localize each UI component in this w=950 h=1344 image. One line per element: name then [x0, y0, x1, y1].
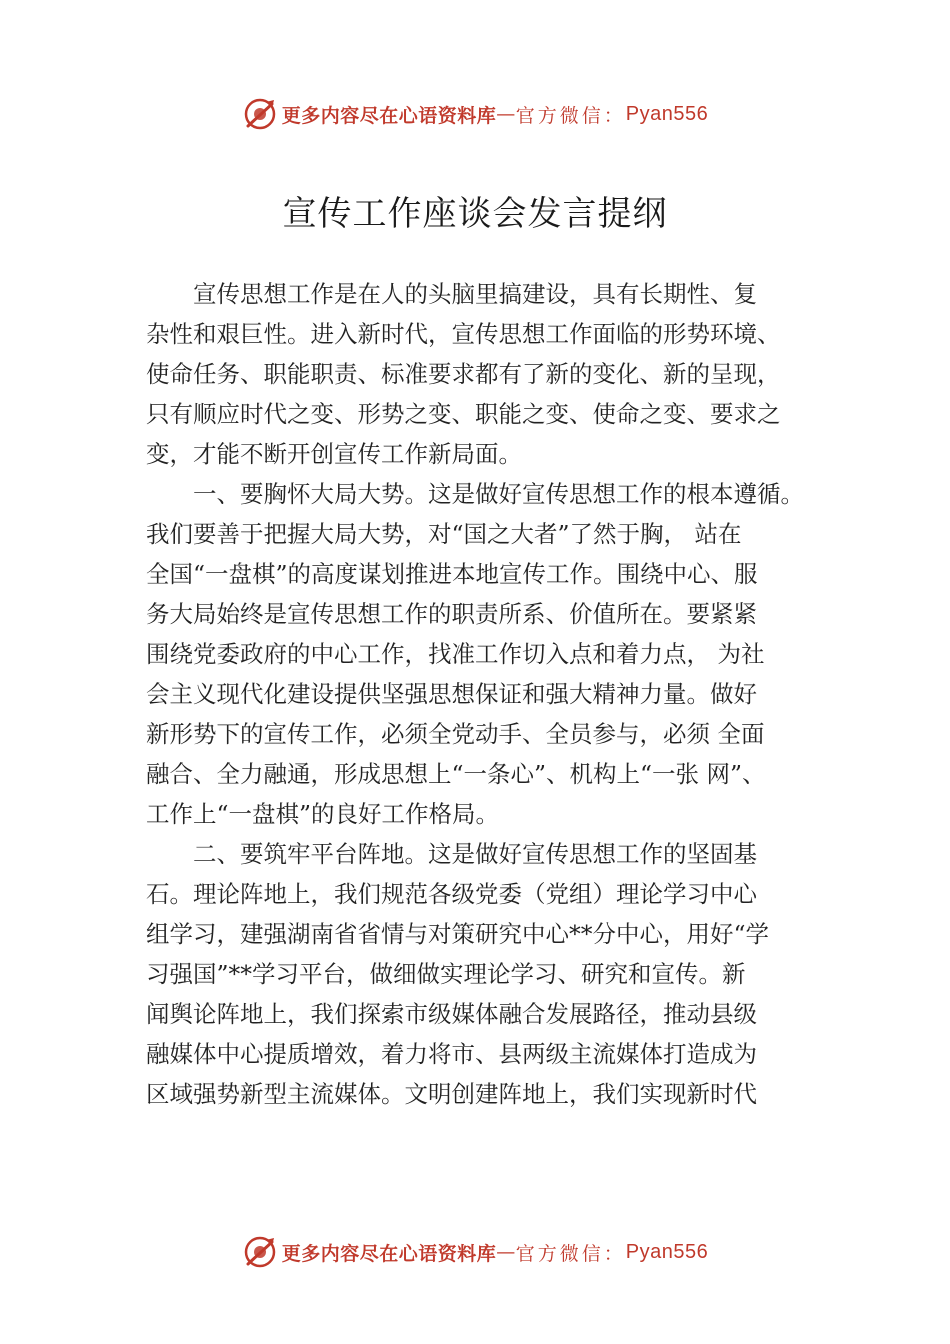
document-title: 宣传工作座谈会发言提纲: [282, 194, 668, 234]
watermark-separator: —: [496, 1241, 516, 1263]
body-line: 融媒体中心提质增效，着力将市、县两级主流媒体打造成为: [146, 1040, 757, 1068]
watermark-wechat-id: Pyan556: [625, 102, 709, 125]
body-line: 使命任务、职能职责、标准要求都有了新的变化、新的呈现，: [146, 360, 781, 388]
brand-logo-icon: [242, 96, 278, 132]
body-line: 围绕党委政府的中心工作，找准工作切入点和着力点， 为社: [146, 640, 765, 668]
body-line: 融合、全力融通，形成思想上“一条心”、机构上“一张 网”、: [146, 760, 766, 788]
watermark-wechat-label: 官方微信：: [515, 1242, 626, 1265]
body-line: 区域强势新型主流媒体。文明创建阵地上，我们实现新时代: [146, 1080, 757, 1108]
body-line: 只有顺应时代之变、形势之变、职能之变、使命之变、要求之: [146, 400, 781, 428]
body-line: 变，才能不断开创宣传工作新局面。: [146, 440, 522, 468]
body-line: 闻舆论阵地上，我们探索市级媒体融合发展路径，推动县级: [146, 1000, 757, 1028]
body-line: 我们要善于把握大局大势，对“国之大者”了然于胸， 站在: [146, 520, 742, 548]
body-line: 务大局始终是宣传思想工作的职责所系、价值所在。要紧紧: [146, 600, 757, 628]
watermark-wechat-id: Pyan556: [625, 1240, 709, 1263]
footer-watermark: [0, 1232, 950, 1272]
body-line: 会主义现代化建设提供坚强思想保证和强大精神力量。做好: [146, 680, 757, 708]
watermark-brand: 更多内容尽在心语资料库: [281, 104, 497, 127]
body-line: 宣传思想工作是在人的头脑里搞建设，具有长期性、复: [146, 280, 757, 308]
header-watermark: [0, 94, 950, 134]
body-line: 新形势下的宣传工作，必须全党动手、全员参与，必须 全面: [146, 720, 765, 748]
document-body: [146, 274, 836, 1114]
body-line: 组学习，建强湖南省省情与对策研究中心**分中心，用好“学: [146, 920, 770, 948]
body-line: 杂性和艰巨性。进入新时代，宣传思想工作面临的形势环境、: [146, 320, 781, 348]
body-line: 习强国”**学习平台，做细做实理论学习、研究和宣传。新: [146, 960, 746, 988]
brand-logo-icon: [242, 1234, 278, 1270]
watermark-brand: 更多内容尽在心语资料库: [281, 1242, 497, 1265]
body-line: 石。理论阵地上，我们规范各级党委（党组）理论学习中心: [146, 880, 757, 908]
watermark-separator: —: [496, 103, 516, 125]
body-line: 一、要胸怀大局大势。这是做好宣传思想工作的根本遵循。: [146, 480, 804, 508]
body-line: 工作上“一盘棋”的良好工作格局。: [146, 800, 500, 828]
body-line: 二、要筑牢平台阵地。这是做好宣传思想工作的坚固基: [146, 840, 757, 868]
watermark-wechat-label: 官方微信：: [515, 104, 626, 127]
body-line: 全国“一盘棋”的高度谋划推进本地宣传工作。围绕中心、服: [146, 560, 758, 588]
